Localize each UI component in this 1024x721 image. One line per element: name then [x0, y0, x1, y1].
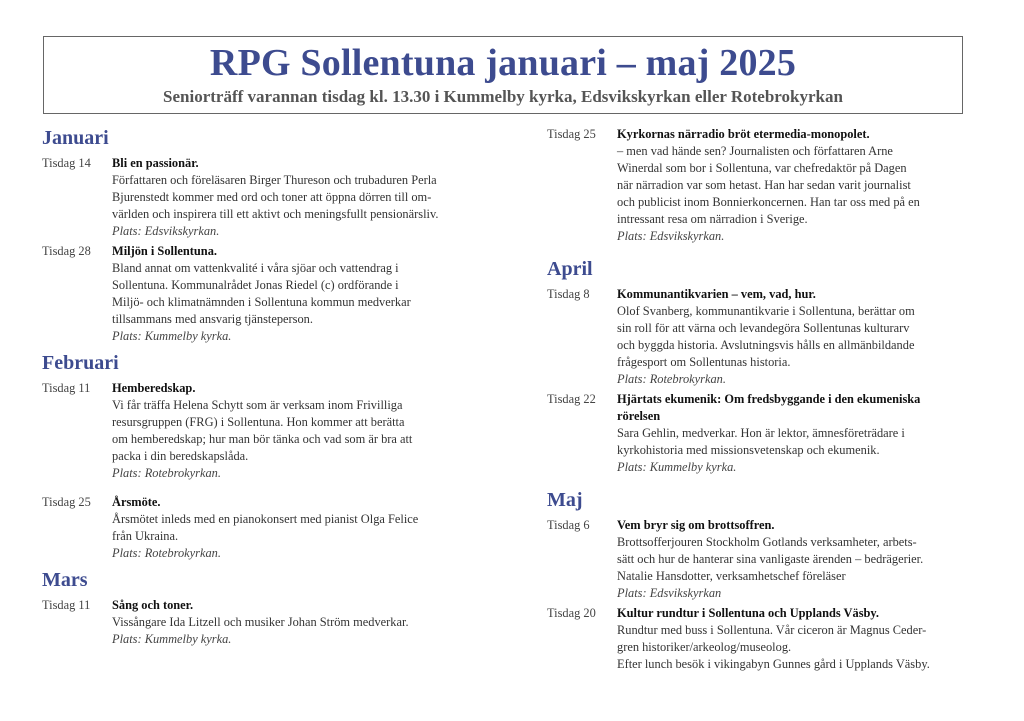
event-line: packa i din beredskapslåda. [112, 449, 249, 463]
event-apr-22 [547, 391, 972, 476]
event-line: Bjurenstedt kommer med ord och toner att öppna dörren till om- [112, 190, 432, 204]
event-date: Tisdag 11 [42, 381, 91, 395]
event-jan-14 [42, 155, 482, 240]
event-may-20 [547, 605, 972, 673]
event-line: intressant resa om närradion i Sverige. [617, 212, 808, 226]
event-line: Vi får träffa Helena Schytt som är verksam inom Frivilliga [112, 398, 403, 412]
event-may-6 [547, 517, 972, 602]
event-line: Brottsofferjouren Stockholm Gotlands verksamheter, arbets- [617, 535, 917, 549]
event-feb-11 [42, 380, 482, 482]
page-subtitle: Seniorträff varannan tisdag kl. 13.30 i Kummelby kyrka, Edsvikskyrkan eller Rotebrokyrkan [163, 87, 843, 106]
event-line: om hemberedskap; hur man bör tänka och vad som är bra att [112, 432, 413, 446]
event-mar-25 [547, 126, 972, 245]
event-title: Sång och toner. [112, 598, 194, 612]
event-line: och publicist inom Bonnierkoncernen. Han tar oss med på en [617, 195, 920, 209]
event-line: Olof Svanberg, kommunantikvarie i Sollentuna, berättar om [617, 304, 915, 318]
event-line: – men vad hände sen? Journalisten och författaren Arne [617, 144, 893, 158]
event-line: från Ukraina. [112, 529, 179, 543]
event-line: när närradion var som hetast. Han har sedan varit journalist [617, 178, 911, 192]
month-heading-may: Maj [547, 489, 583, 511]
event-place: Plats: Edsvikskyrkan. [112, 224, 220, 238]
event-title: Kommunantikvarien – vem, vad, hur. [617, 287, 816, 301]
event-title: Miljön i Sollentuna. [112, 244, 217, 258]
event-place: Plats: Rotebrokyrkan. [112, 546, 221, 560]
event-place: Plats: Rotebrokyrkan. [617, 372, 726, 386]
event-date: Tisdag 11 [42, 598, 91, 612]
event-line: Årsmötet inleds med en pianokonsert med pianist Olga Felice [112, 512, 419, 526]
event-line: sin roll för att värna och levandegöra Sollentunas kulturarv [617, 321, 910, 335]
event-place: Plats: Kummelby kyrka. [112, 632, 232, 646]
month-heading-april: April [547, 258, 593, 280]
event-line: kyrkohistoria med missionsvetenskap och ekumenik. [617, 443, 880, 457]
event-title: Årsmöte. [112, 495, 161, 509]
event-title: Bli en passionär. [112, 156, 199, 170]
event-line: resursgruppen (FRG) i Sollentuna. Hon kommer att berätta [112, 415, 405, 429]
event-place: Plats: Kummelby kyrka. [617, 460, 737, 474]
month-heading-february: Februari [42, 352, 119, 374]
event-line: Bland annat om vattenkvalité i våra sjöar och vattendrag i [112, 261, 399, 275]
left-column [42, 126, 482, 651]
event-line: Sollentuna. Kommunalrådet Jonas Riedel (c) ordförande i [112, 278, 399, 292]
event-line: Vissångare Ida Litzell och musiker Johan Ström medverkar. [112, 615, 409, 629]
event-date: Tisdag 22 [547, 392, 596, 406]
event-line: frågesport om Sollentunas historia. [617, 355, 791, 369]
event-place: Plats: Edsvikskyrkan. [617, 229, 725, 243]
event-mar-11 [42, 597, 482, 648]
event-jan-28 [42, 243, 482, 345]
event-title-cont: rörelsen [617, 409, 661, 423]
right-column [547, 126, 972, 676]
event-line: Efter lunch besök i vikingabyn Gunnes gård i Upplands Väsby. [617, 657, 930, 671]
event-date: Tisdag 28 [42, 244, 91, 258]
event-line: sätt och hur de hanterar sina vanligaste ärenden – bedrägerier. [617, 552, 924, 566]
event-line: Rundtur med buss i Sollentuna. Vår ciceron är Magnus Ceder- [617, 623, 927, 637]
event-place: Plats: Kummelby kyrka. [112, 329, 232, 343]
event-line: Natalie Hansdotter, verksamhetschef föreläser [617, 569, 846, 583]
event-apr-8 [547, 286, 972, 388]
event-date: Tisdag 6 [547, 518, 590, 532]
event-line: Sara Gehlin, medverkar. Hon är lektor, ämnesföreträdare i [617, 426, 905, 440]
header-box [43, 36, 963, 114]
event-line: världen och inspirera till ett aktivt och meningsfullt pensionärsliv. [112, 207, 439, 221]
event-line: tillsammans med ansvarig tjänsteperson. [112, 312, 313, 326]
event-title: Kyrkornas närradio bröt etermedia-monopolet. [617, 127, 870, 141]
event-line: och byggda historia. Avslutningsvis hålls en allmänbildande [617, 338, 915, 352]
event-title: Kultur rundtur i Sollentuna och Upplands Väsby. [617, 606, 880, 620]
event-line: Författaren och föreläsaren Birger Thureson och trubaduren Perla [112, 173, 437, 187]
event-line: Winerdal som bor i Sollentuna, var chefredaktör på Dagen [617, 161, 907, 175]
event-date: Tisdag 14 [42, 156, 91, 170]
event-place: Plats: Rotebrokyrkan. [112, 466, 221, 480]
event-line: gren historiker/arkeolog/museolog. [617, 640, 792, 654]
event-date: Tisdag 25 [547, 127, 596, 141]
event-date: Tisdag 8 [547, 287, 590, 301]
month-heading-january: Januari [42, 127, 109, 149]
event-date: Tisdag 20 [547, 606, 596, 620]
month-heading-march: Mars [42, 569, 88, 591]
event-title: Vem bryr sig om brottsoffren. [617, 518, 775, 532]
page-title: RPG Sollentuna januari – maj 2025 [209, 42, 797, 84]
event-place: Plats: Edsvikskyrkan [617, 586, 722, 600]
event-title: Hjärtats ekumenik: Om fredsbyggande i den ekumeniska [617, 392, 921, 406]
event-date: Tisdag 25 [42, 495, 91, 509]
event-feb-25 [42, 494, 482, 562]
event-line: Miljö- och klimatnämnden i Sollentuna kommun medverkar [112, 295, 411, 309]
event-title: Hemberedskap. [112, 381, 196, 395]
